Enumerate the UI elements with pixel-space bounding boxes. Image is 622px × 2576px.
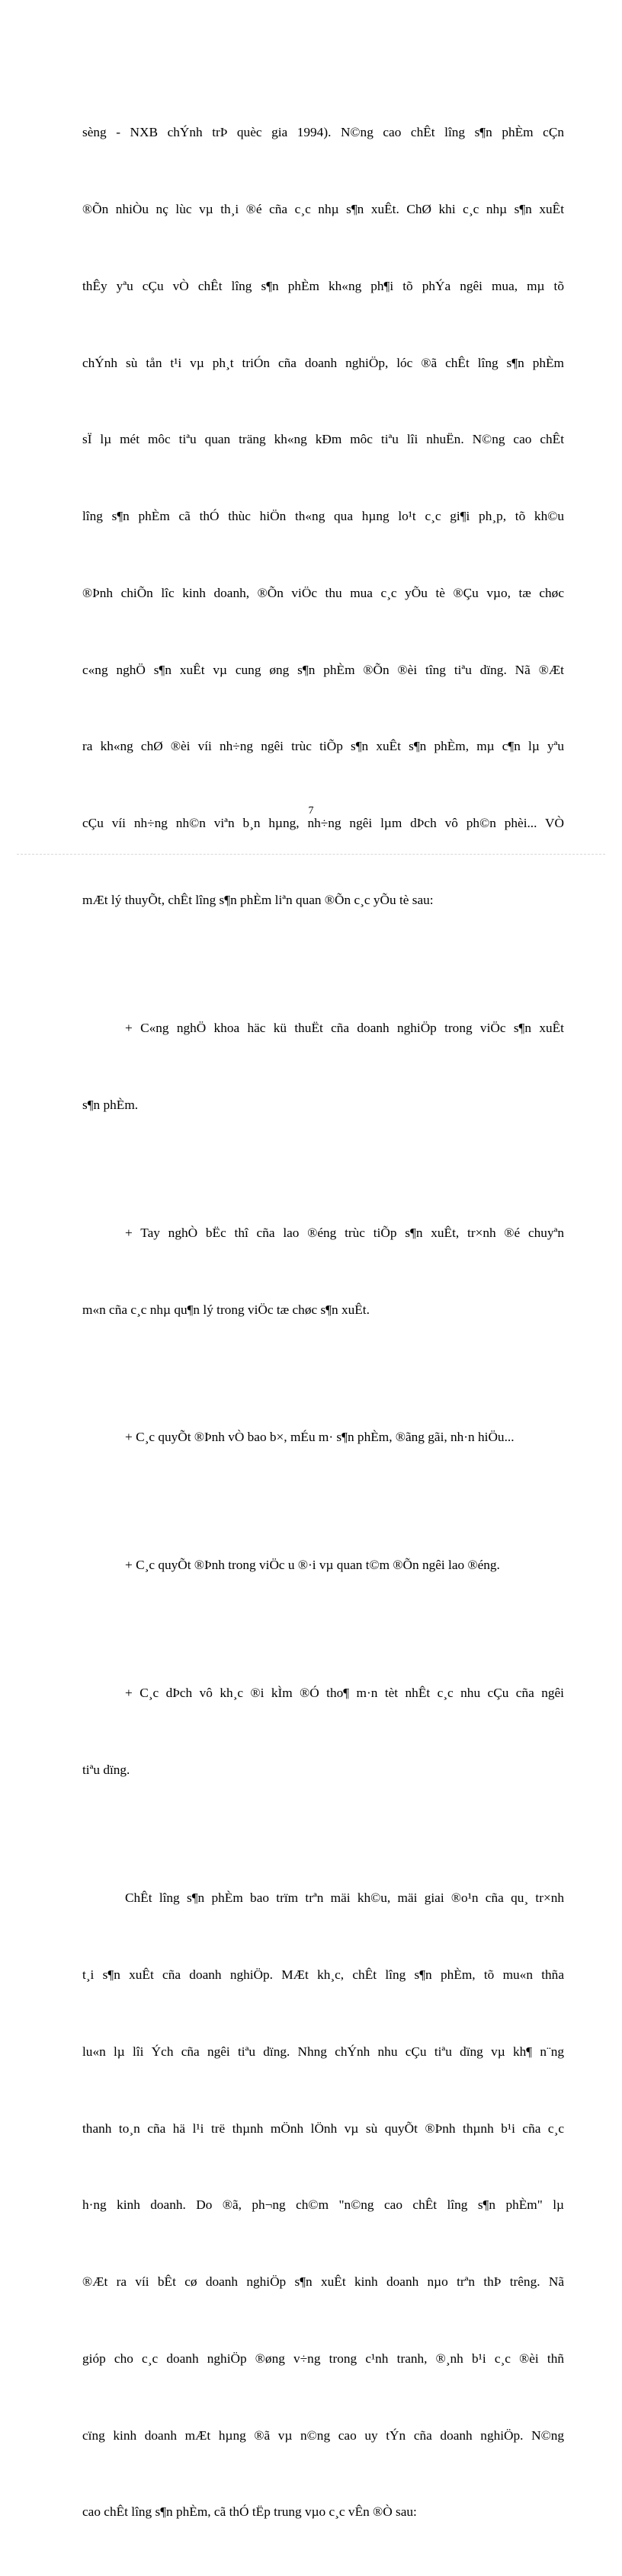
text-line: cao chÊt lîng s¶n phÈm, cã thÓ tËp trung vµo c¸c vÊn ®Ò sau: (82, 2504, 417, 2520)
text-line: h·ng kinh doanh. Do ®ã, ph¬ng ch©m "n©ng cao chÊt lîng s¶n phÈm" lµ (82, 2197, 564, 2213)
bullet-item-packaging (82, 1373, 564, 1501)
text-line: cÇu víi nh÷ng nh©n viªn b¸n hµng, nh÷ng ngêi lµm dÞch vô ph©n phèi... VÒ (82, 816, 564, 831)
text-line: + C«ng nghÖ khoa häc kü thuËt cña doanh nghiÖp trong viÖc s¶n xuÊt (125, 1020, 564, 1035)
text-line: + C¸c dÞch vô kh¸c ®i kÌm ®Ó tho¶ m·n tèt nhÊt c¸c nhu cÇu cña ngêi (125, 1686, 564, 1701)
text-line: lu«n lµ lîi Ých cña ngêi tiªu dïng. Nhng chÝnh nhu cÇu tiªu dïng vµ kh¶ n¨ng (82, 2044, 564, 2059)
text-line: sèng - NXB chÝnh trÞ quèc gia 1994). N©ng cao chÊt lîng s¶n phÈm cÇn (82, 125, 564, 140)
bullet-item-technology (82, 964, 564, 1169)
text-line: thÊy yªu cÇu vÒ chÊt lîng s¶n phÈm kh«ng ph¶i tõ phÝa ngêi mua, mµ tõ (82, 278, 564, 293)
text-line: ®Þnh chiÕn lîc kinh doanh, ®Õn viÖc thu mua c¸c yÕu tè ®Çu vµo, tæ chøc (82, 585, 564, 600)
bullet-item-labor (82, 1501, 564, 1629)
body-text (82, 69, 564, 2576)
text-line: ®Æt ra víi bÊt cø doanh nghiÖp s¶n xuÊt kinh doanh nµo trªn thÞ trêng. Nã (82, 2274, 564, 2290)
text-line: + C¸c quyÕt ®Þnh trong viÖc u ®·i vµ quan t©m ®Õn ngêi lao ®éng. (125, 1558, 500, 1573)
text-line: + Tay nghÒ bËc thî cña lao ®éng trùc tiÕp s¶n xuÊt, tr×nh ®é chuyªn (125, 1225, 564, 1240)
text-line: t¸i s¶n xuÊt cña doanh nghiÖp. MÆt kh¸c, chÊt lîng s¶n phÈm, tõ mu«n thña (82, 1967, 564, 1982)
text-line: ra kh«ng chØ ®èi víi nh÷ng ngêi trùc tiÕp s¶n xuÊt s¶n phÈm, mµ c¶n lµ yªu (82, 739, 564, 754)
page-number: 7 (308, 805, 314, 817)
page-bottom-divider (17, 854, 605, 855)
text-line: mÆt lý thuyÕt, chÊt lîng s¶n phÈm liªn quan ®Õn c¸c yÕu tè sau: (82, 893, 434, 907)
text-line: ®Õn nhiÒu nç lùc vµ th¸i ®é cña c¸c nhµ s¶n xuÊt. ChØ khi c¸c nhµ s¶n xuÊt (82, 201, 564, 216)
text-line: sÏ lµ mét môc tiªu quan träng kh«ng kÐm môc tiªu lîi nhuËn. N©ng cao chÊt (82, 432, 564, 447)
text-line: ChÊt lîng s¶n phÈm bao trïm trªn mäi kh©u, mäi giai ®o¹n cña qu¸ tr×nh (125, 1890, 564, 1906)
text-line: m«n cña c¸c nhµ qu¶n lý trong viÖc tæ chøc s¶n xuÊt. (82, 1302, 370, 1317)
text-line: tiªu dïng. (82, 1763, 130, 1778)
paragraph-conclusion (82, 1834, 564, 2576)
text-line: thanh to¸n cña hä l¹i trë thµnh mÖnh lÖnh vµ sù quyÕt ®Þnh thµnh b¹i cña c¸c (82, 2121, 564, 2136)
text-line: cïng kinh doanh mÆt hµng ®ã vµ n©ng cao uy tÝn cña doanh nghiÖp. N©ng (82, 2427, 564, 2443)
paragraph-intro (82, 69, 564, 964)
text-line: gióp cho c¸c doanh nghiÖp ®øng v÷ng trong c¹nh tranh, ®¸nh b¹i c¸c ®èi thñ (82, 2351, 564, 2366)
bullet-item-skill (82, 1169, 564, 1374)
text-line: + C¸c quyÕt ®Þnh vÒ bao b×, mÉu m· s¶n phÈm, ®ãng gãi, nh·n hiÖu... (125, 1430, 515, 1445)
text-line: s¶n phÈm. (82, 1097, 139, 1112)
bullet-item-services (82, 1629, 564, 1834)
text-line: chÝnh sù tån t¹i vµ ph¸t triÓn cña doanh nghiÖp, lóc ®ã chÊt lîng s¶n phÈm (82, 355, 564, 370)
text-line: lîng s¶n phÈm cã thÓ thùc hiÖn th«ng qua hµng lo¹t c¸c gi¶i ph¸p, tõ kh©u (82, 509, 564, 524)
text-line: c«ng nghÖ s¶n xuÊt vµ cung øng s¶n phÈm ®Õn ®èi tîng tiªu dïng. Nã ®Æt (82, 662, 564, 677)
